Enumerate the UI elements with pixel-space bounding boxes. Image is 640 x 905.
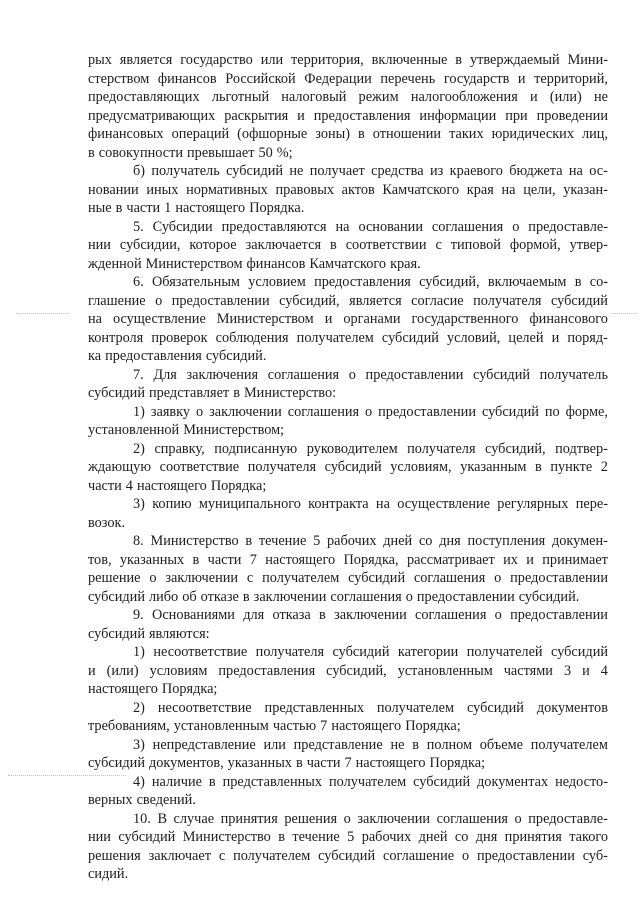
scan-artifact-mark: [16, 313, 68, 314]
text-line: 1) заявку о заключении соглашения о предоставлении субсидий по форме,: [133, 403, 608, 420]
text-line: верных сведений.: [88, 792, 196, 808]
text-line: 5. Субсидии предоставляются на основании соглашения о предоставле-: [133, 218, 608, 235]
text-line: 4) наличие в представленных получателем субсидий документах недосто-: [133, 773, 608, 790]
paragraph: [88, 643, 608, 699]
text-line: нии субсидий Министерство в течение 5 рабочих дней со дня принятия такого: [88, 829, 608, 845]
text-line: 3) копию муниципального контракта на осуществление регулярных пере-: [133, 496, 608, 512]
text-line: требованиям, установленным частью 7 настоящего Порядка;: [88, 718, 461, 734]
text-line: 7. Для заключения соглашения о предоставлении субсидий получатель: [133, 366, 608, 383]
paragraph: [88, 606, 608, 643]
text-line: новании иных нормативных правовых актов Камчатского края на цели, указан-: [88, 181, 608, 198]
text-line: на осуществление Министерством и органами государственного финансового: [88, 311, 608, 327]
paragraph: [88, 218, 608, 274]
text-line: стерством финансов Российской Федерации перечень государств и территорий,: [88, 70, 608, 87]
text-line: 3) непредставление или представление не в полном объеме получателем: [133, 736, 608, 753]
text-line: возок.: [88, 514, 126, 531]
text-line: 9. Основаниями для отказа в заключении соглашения о предоставлении: [133, 607, 608, 623]
paragraph: [88, 736, 608, 773]
text-line: ка предоставления субсидий.: [88, 348, 267, 364]
text-line: предусматривающих раскрытия и предоставления информации при проведении: [88, 107, 608, 124]
paragraph: [88, 273, 608, 366]
text-line: субсидий являются:: [88, 625, 210, 642]
text-line: решения заключает с получателем субсидий соглашение о предоставлении суб-: [88, 847, 608, 864]
paragraph: [88, 366, 608, 403]
text-line: настоящего Порядка;: [88, 681, 218, 697]
paragraph: [88, 773, 608, 810]
text-line: контроля проверок соблюдения получателем субсидий условий, целей и поряд-: [88, 329, 608, 346]
text-line: 2) несоответствие представленных получателем субсидий документов: [133, 699, 608, 716]
text-line: решение о заключении с получателем субсидий соглашения о предоставлении: [88, 570, 608, 586]
text-line: субсидий либо об отказе в заключении соглашения о предоставлении субсидий.: [88, 588, 580, 605]
text-line: нии субсидии, которое заключается в соответствии с типовой формой, утвер-: [88, 237, 608, 253]
paragraph: [88, 403, 608, 440]
text-line: 6. Обязательным условием предоставления субсидий, включаемым в со-: [133, 274, 608, 290]
text-line: рых является государство или территория, включенные в утверждаемый Мини-: [88, 52, 608, 68]
text-line: 8. Министерство в течение 5 рабочих дней со дня поступления докумен-: [133, 533, 608, 549]
paragraph: [88, 51, 608, 162]
document-body: [88, 51, 608, 884]
text-line: и (или) условиям предоставления субсидий, установленным частями 3 и 4: [88, 662, 608, 679]
text-line: жденной Министерством финансов Камчатского края.: [88, 255, 421, 272]
text-line: в совокупности превышает 50 %;: [88, 144, 293, 161]
paragraph: [88, 532, 608, 606]
text-line: субсидий представляет в Министерство:: [88, 385, 337, 401]
text-line: ждающую соответствие получателя субсидий условиям, указанным в пункте 2: [88, 459, 608, 475]
text-line: 1) несоответствие получателя субсидий категории получателей субсидий: [133, 644, 608, 660]
text-line: установленной Министерством;: [88, 422, 285, 438]
scan-artifact-mark: [612, 313, 636, 314]
text-line: 2) справку, подписанную руководителем получателя субсидий, подтвер-: [133, 440, 608, 457]
text-line: части 4 настоящего Порядка;: [88, 477, 267, 494]
text-line: субсидий документов, указанных в части 7 настоящего Порядка;: [88, 755, 486, 771]
text-line: б) получатель субсидий не получает средства из краевого бюджета на ос-: [133, 163, 608, 179]
text-line: предоставляющих льготный налоговый режим налогообложения и (или) не: [88, 89, 608, 105]
paragraph: [88, 699, 608, 736]
text-line: тов, указанных в части 7 настоящего Порядка, рассматривает их и принимает: [88, 551, 608, 568]
text-line: сидий.: [88, 866, 129, 882]
text-line: финансовых операций (офшорные зоны) в отношении таких юридических лиц,: [88, 126, 608, 142]
paragraph: [88, 810, 608, 884]
text-line: глашение о предоставлении субсидий, является согласие получателя субсидий: [88, 292, 608, 309]
paragraph: [88, 162, 608, 218]
text-line: ные в части 1 настоящего Порядка.: [88, 200, 305, 216]
text-line: 10. В случае принятия решения о заключении соглашения о предоставле-: [133, 810, 608, 827]
paragraph: [88, 495, 608, 532]
paragraph: [88, 440, 608, 496]
